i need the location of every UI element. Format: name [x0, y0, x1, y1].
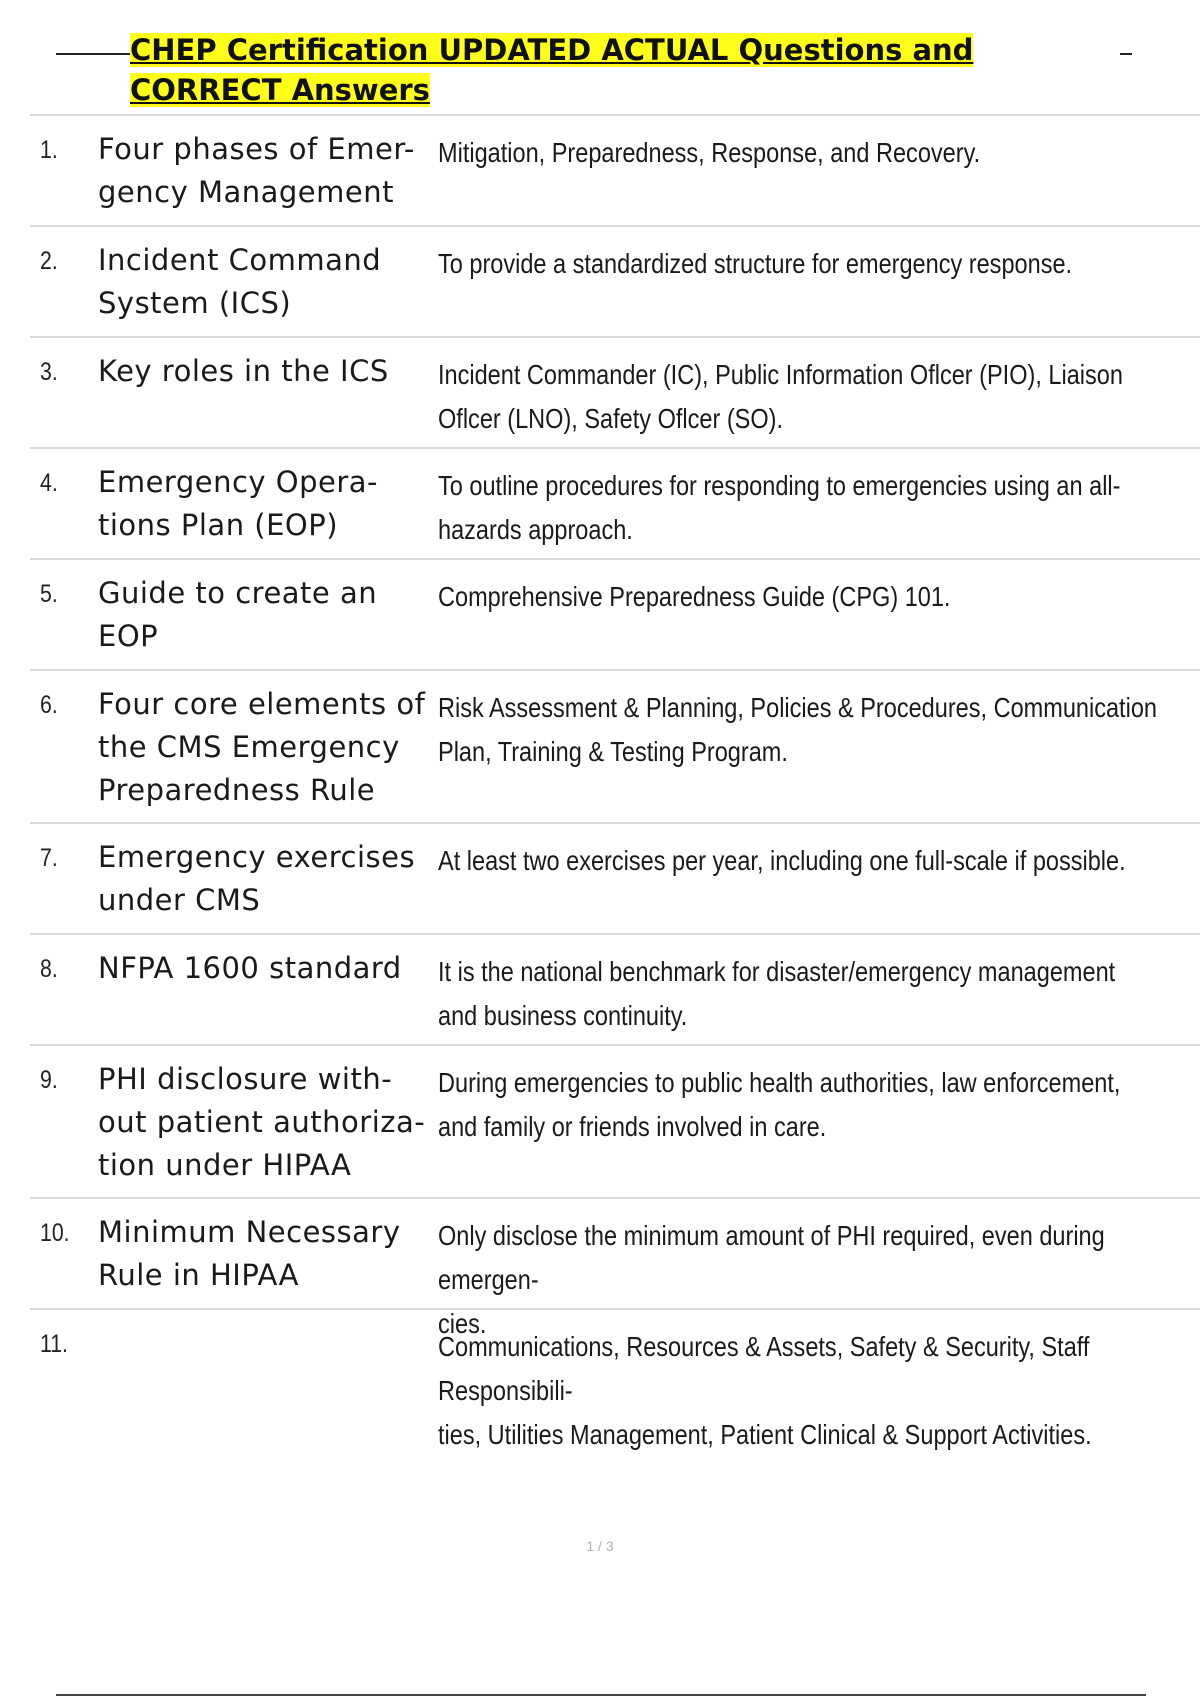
- answer-cell: It is the national benchmark for disaster/emergency management and business continuity.: [438, 956, 1116, 1031]
- row-number: 3.: [40, 358, 58, 386]
- page-indicator: 1 / 3: [586, 1538, 614, 1554]
- qa-row: [30, 336, 1200, 447]
- qa-table: [30, 114, 1200, 1450]
- answer-cell: Mitigation, Preparedness, Response, and Recovery.: [438, 137, 981, 168]
- qa-row: [30, 225, 1200, 336]
- document-title-text: CHEP Certification UPDATED ACTUAL Questions and CORRECT Answers: [130, 33, 974, 107]
- question-cell: PHI disclosure with- out patient authoriza- tion under HIPAA: [98, 1062, 426, 1182]
- qa-row: [30, 558, 1200, 669]
- title-rule-right: [1120, 53, 1132, 55]
- answer-cell: To provide a standardized structure for emergency response.: [438, 248, 1073, 279]
- document-title: [130, 30, 1120, 110]
- qa-row: [30, 933, 1200, 1044]
- question-cell: Emergency exercises under CMS: [98, 840, 416, 917]
- row-number: 6.: [40, 691, 58, 719]
- row-number: 10.: [40, 1219, 70, 1247]
- qa-row: [30, 1197, 1200, 1339]
- question-cell: Minimum Necessary Rule in HIPAA: [98, 1215, 401, 1292]
- row-number: 1.: [40, 136, 58, 164]
- row-number: 2.: [40, 247, 58, 275]
- answer-cell: Incident Commander (IC), Public Information Oflcer (PIO), Liaison Oflcer (LNO), Safety Oflcer (SO).: [438, 359, 1123, 434]
- question-cell: Incident Command System (ICS): [98, 243, 382, 320]
- question-cell: Four core elements of the CMS Emergency Preparedness Rule: [98, 687, 426, 807]
- qa-row: [30, 1044, 1200, 1197]
- row-number: 11.: [40, 1330, 68, 1358]
- qa-row: [30, 822, 1200, 933]
- answer-cell: Risk Assessment & Planning, Policies & Procedures, Communication Plan, Training & Testing Program.: [438, 692, 1157, 767]
- row-number: 4.: [40, 469, 58, 497]
- qa-row: [30, 1308, 1200, 1450]
- qa-row: [30, 669, 1200, 822]
- row-number: 5.: [40, 580, 58, 608]
- question-cell: Guide to create an EOP: [98, 576, 378, 653]
- title-rule-left: [56, 53, 130, 55]
- answer-cell: During emergencies to public health authorities, law enforcement, and family or friends involved in care.: [438, 1067, 1121, 1142]
- qa-row: [30, 114, 1200, 225]
- question-cell: NFPA 1600 standard: [98, 951, 402, 985]
- question-cell: Emergency Opera- tions Plan (EOP): [98, 465, 379, 542]
- answer-cell: To outline procedures for responding to emergencies using an all-hazards approach.: [438, 470, 1121, 545]
- qa-row: [30, 447, 1200, 558]
- row-number: 7.: [40, 844, 58, 872]
- answer-cell: Only disclose the minimum amount of PHI required, even during emergen- cies.: [438, 1220, 1105, 1339]
- answer-cell: At least two exercises per year, including one full-scale if possible.: [438, 845, 1126, 876]
- row-number: 8.: [40, 955, 58, 983]
- question-cell: Four phases of Emer- gency Management: [98, 132, 415, 209]
- question-cell: Key roles in the ICS: [98, 354, 389, 388]
- row-number: 9.: [40, 1066, 58, 1094]
- footer-rule: [56, 1694, 1146, 1696]
- answer-cell: Comprehensive Preparedness Guide (CPG) 101.: [438, 581, 951, 612]
- answer-cell: Communications, Resources & Assets, Safety & Security, Staff Responsibili- ties, Utilities Management, Patient Clinical & Support Activities.: [438, 1331, 1092, 1450]
